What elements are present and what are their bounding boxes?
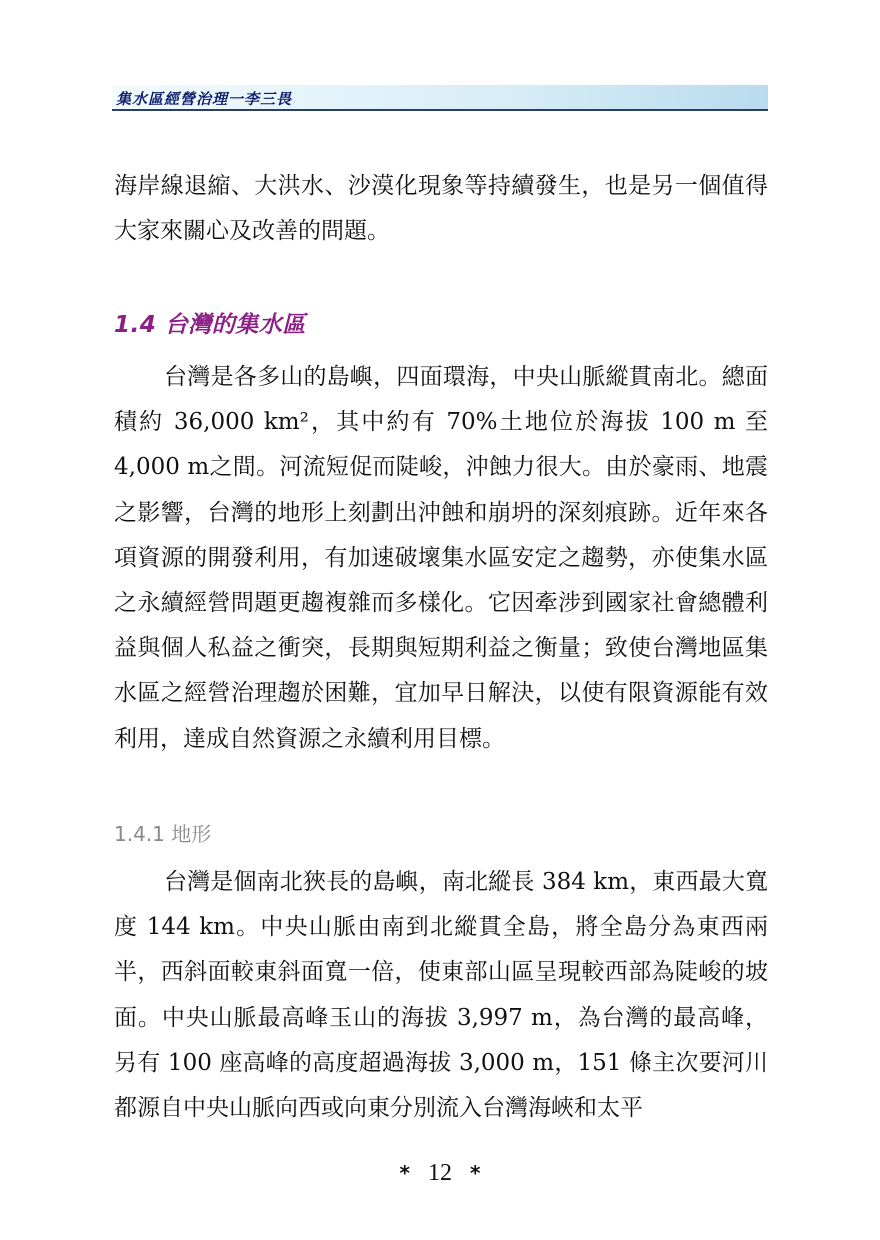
footer-star-right: * bbox=[470, 1161, 481, 1185]
page-number: 12 bbox=[428, 1160, 452, 1186]
section-paragraph: 台灣是各多山的島嶼，四面環海，中央山脈縱貫南北。總面積約 36,000 km²，其中約有 70%土地位於海拔 100 m 至 4,000 m之間。河流短促而陡峻，沖蝕力很大。由於豪雨、地震之影響，台灣的地形上刻劃出沖蝕和崩坍的深刻痕跡。近年來各項資源的開發利用，有加速破壞集水區安定之趨勢，亦使集水區之永續經營問題更趨複雜而多樣化。它因牽涉到國家社會總體利益與個人私益之衝突，長期與短期利益之衡量；致使台灣地區集水區之經營治理趨於困難，宜加早日解決，以使有限資源能有效利用，達成自然資源之永續利用目標。 bbox=[114, 364, 768, 752]
page-footer bbox=[0, 1160, 880, 1187]
intro-paragraph: 海岸線退縮、大洪水、沙漠化現象等持續發生，也是另一個值得大家來關心及改善的問題。 bbox=[114, 173, 768, 245]
running-header-title: 集水區經營治理一李三畏 bbox=[116, 90, 293, 108]
footer-star-left: * bbox=[399, 1161, 410, 1185]
subsection-paragraph: 台灣是個南北狹長的島嶼，南北縱長 384 km，東西最大寬度 144 km。中央山脈由南到北縱貫全島，將全島分為東西兩半，西斜面較東斜面寬一倍，使東部山區呈現較西部為陡峻的坡面。中央山脈最高峰玉山的海拔 3,997 m，為台灣的最高峰，另有 100 座高峰的高度超過海拔 3,000 m，151 條主次要河川都源自中央山脈向西或向東分別流入台灣海峽和太平 bbox=[114, 869, 768, 1122]
section-heading: 1.4 台灣的集水區 bbox=[114, 312, 306, 338]
subsection-heading: 1.4.1 地形 bbox=[114, 822, 212, 846]
